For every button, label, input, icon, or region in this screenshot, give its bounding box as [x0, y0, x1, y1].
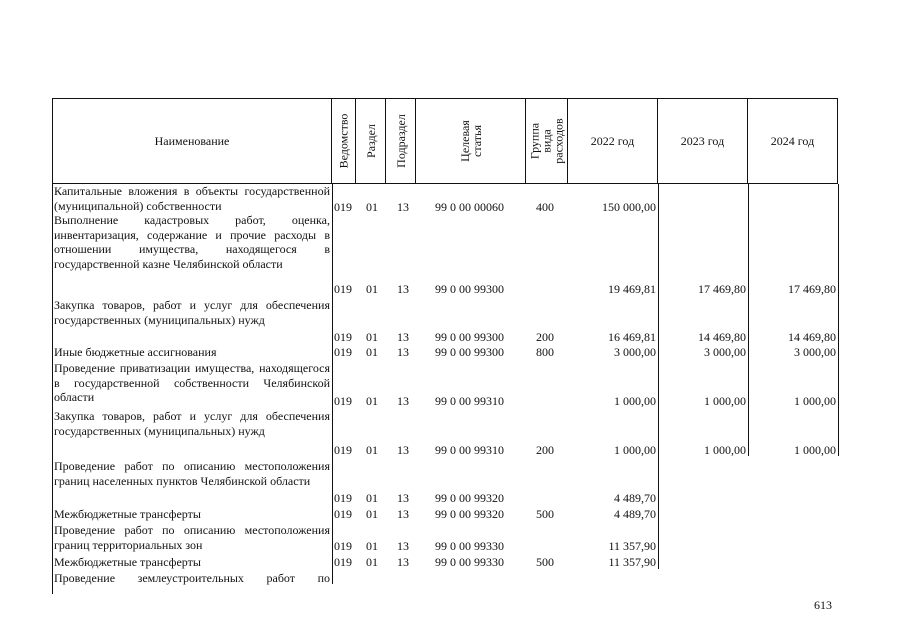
row-subsection: 13	[397, 539, 409, 553]
row-dept: 019	[334, 555, 352, 569]
header-dept-label: Ведомство	[336, 113, 351, 169]
row-group: 200	[536, 443, 554, 457]
row-name: Проведение работ по описанию местоположения границ населенных пунктов Челябинской области	[54, 459, 330, 488]
row-subsection: 13	[397, 345, 409, 359]
row-2024: 1 000,00	[794, 394, 836, 408]
row-target: 99 0 00 99300	[435, 345, 504, 359]
header-section	[356, 98, 386, 184]
row-section: 01	[366, 539, 378, 553]
header-target	[416, 98, 526, 184]
header-2023	[658, 98, 748, 184]
row-name: Проведение работ по описанию местоположения границ территориальных зон	[54, 523, 330, 552]
row-name: Межбюджетные трансферты	[54, 555, 201, 569]
row-name: Проведение приватизации имущества, находящегося в государственной собственности Челябинской области	[54, 361, 330, 405]
row-name: Межбюджетные трансферты	[54, 507, 201, 521]
column-divider	[748, 184, 749, 456]
row-2024: 14 469,80	[788, 330, 836, 344]
row-section: 01	[366, 507, 378, 521]
row-section: 01	[366, 443, 378, 457]
row-group: 800	[536, 345, 554, 359]
row-2024: 3 000,00	[794, 345, 836, 359]
row-section: 01	[366, 200, 378, 214]
header-subsection-label: Подраздел	[393, 114, 408, 168]
row-target: 99 0 00 99320	[435, 491, 504, 505]
row-subsection: 13	[397, 200, 409, 214]
row-dept: 019	[334, 200, 352, 214]
row-2022: 16 469,81	[608, 330, 656, 344]
row-2023: 1 000,00	[704, 394, 746, 408]
column-divider	[658, 184, 659, 569]
row-target: 99 0 00 99330	[435, 539, 504, 553]
header-2023-label: 2023 год	[680, 134, 725, 148]
header-2024-label: 2024 год	[770, 134, 815, 148]
column-divider	[52, 184, 53, 594]
row-section: 01	[366, 491, 378, 505]
row-2022: 4 489,70	[614, 491, 656, 505]
row-group: 500	[536, 555, 554, 569]
row-target: 99 0 00 99310	[435, 394, 504, 408]
page-number: 613	[814, 598, 832, 612]
row-2022: 19 469,81	[608, 282, 656, 296]
row-2023: 17 469,80	[698, 282, 746, 296]
row-2022: 11 357,90	[608, 555, 656, 569]
row-name: Закупка товаров, работ и услуг для обеспечения государственных (муниципальных) нужд	[54, 298, 330, 327]
row-2024: 17 469,80	[788, 282, 836, 296]
header-name	[52, 98, 332, 184]
row-name: Проведение землеустроительных работ по	[54, 571, 330, 585]
row-section: 01	[366, 282, 378, 296]
row-dept: 019	[334, 443, 352, 457]
row-section: 01	[366, 394, 378, 408]
row-subsection: 13	[397, 330, 409, 344]
row-name: Выполнение кадастровых работ, оценка, инвентаризация, содержание и прочие расходы в отношении имущества, находящегося в государственной казне Челябинской области	[54, 213, 330, 271]
row-2023: 14 469,80	[698, 330, 746, 344]
row-subsection: 13	[397, 394, 409, 408]
header-group-label: Группа вида расходов	[527, 118, 566, 164]
row-name: Иные бюджетные ассигнования	[54, 345, 217, 359]
row-dept: 019	[334, 282, 352, 296]
header-dept	[332, 98, 356, 184]
row-subsection: 13	[397, 555, 409, 569]
header-target-label: Целевая статья	[457, 120, 484, 162]
row-2022: 3 000,00	[614, 345, 656, 359]
row-dept: 019	[334, 491, 352, 505]
header-2024	[748, 98, 838, 184]
row-section: 01	[366, 555, 378, 569]
row-target: 99 0 00 00060	[435, 200, 504, 214]
header-name-label: Наименование	[154, 134, 230, 148]
row-2022: 4 489,70	[614, 507, 656, 521]
row-2022: 11 357,90	[608, 539, 656, 553]
row-name: Закупка товаров, работ и услуг для обеспечения государственных (муниципальных) нужд	[54, 409, 330, 438]
row-dept: 019	[334, 330, 352, 344]
row-2023: 3 000,00	[704, 345, 746, 359]
header-subsection	[386, 98, 416, 184]
row-dept: 019	[334, 345, 352, 359]
column-divider	[332, 184, 333, 584]
row-subsection: 13	[397, 507, 409, 521]
row-name: Капитальные вложения в объекты государственной (муниципальной) собственности	[54, 184, 330, 213]
row-dept: 019	[334, 539, 352, 553]
row-group: 500	[536, 507, 554, 521]
row-group: 200	[536, 330, 554, 344]
row-target: 99 0 00 99330	[435, 555, 504, 569]
row-target: 99 0 00 99300	[435, 282, 504, 296]
row-target: 99 0 00 99310	[435, 443, 504, 457]
row-section: 01	[366, 330, 378, 344]
header-group	[526, 98, 568, 184]
row-dept: 019	[334, 394, 352, 408]
row-section: 01	[366, 345, 378, 359]
row-2022: 1 000,00	[614, 394, 656, 408]
row-dept: 019	[334, 507, 352, 521]
header-2022-label: 2022 год	[590, 134, 635, 148]
row-subsection: 13	[397, 282, 409, 296]
row-group: 400	[536, 200, 554, 214]
row-target: 99 0 00 99300	[435, 330, 504, 344]
row-subsection: 13	[397, 491, 409, 505]
row-target: 99 0 00 99320	[435, 507, 504, 521]
header-2022	[568, 98, 658, 184]
row-2024: 1 000,00	[794, 443, 836, 457]
header-section-label: Раздел	[363, 124, 378, 158]
row-2023: 1 000,00	[704, 443, 746, 457]
row-2022: 1 000,00	[614, 443, 656, 457]
row-subsection: 13	[397, 443, 409, 457]
row-2022: 150 000,00	[602, 200, 656, 214]
column-divider	[838, 184, 839, 456]
